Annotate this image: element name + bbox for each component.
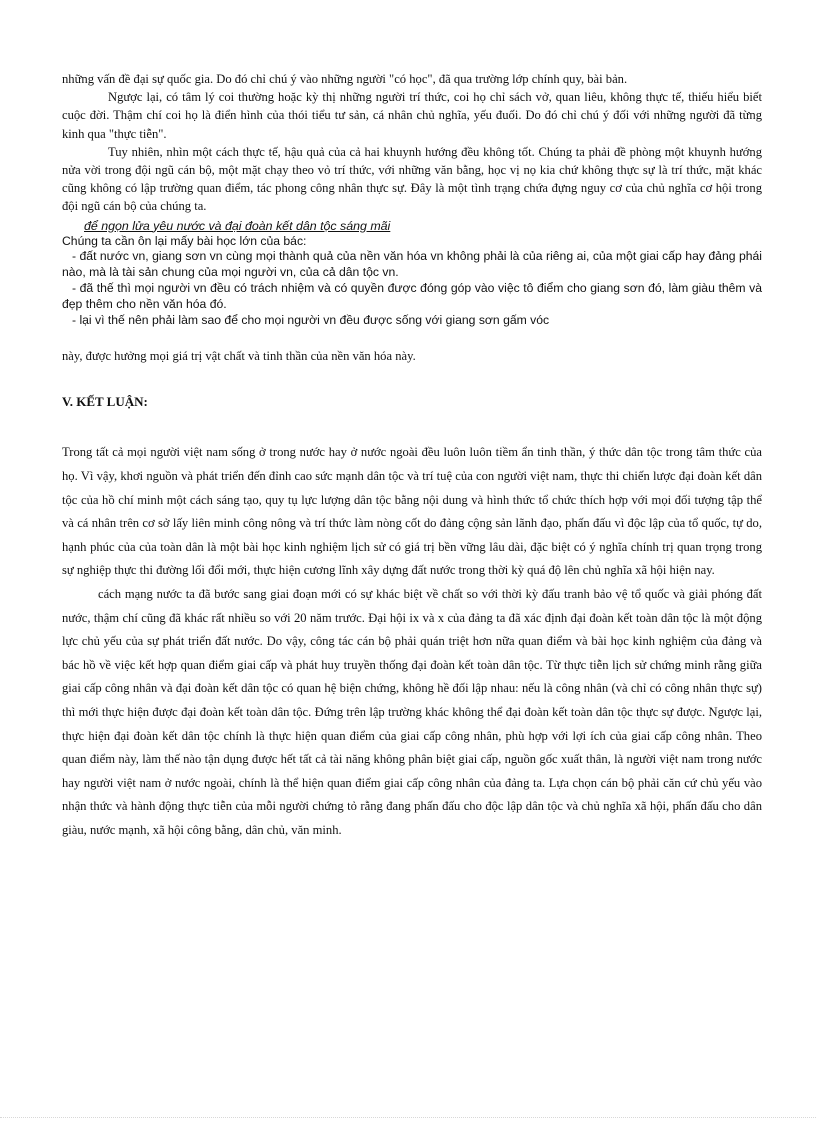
conclusion-paragraph-2: cách mạng nước ta đã bước sang giai đoạn mới có sự khác biệt về chất so với thời kỳ đấu tranh bảo vệ tổ quốc và giải phóng đất nước, thậm chí cũng đã khác rất nhiều so với 20 năm trước. Đại hội ix và x của đảng ta đã xác định đại đoàn kết toàn dân tộc là một động lực chủ yếu của sự phát triển đất nước. Do vậy, công tác cán bộ phải quán triệt hơn nữa quan điểm và bài học kinh nghiệm của đảng và bác hồ về việc kết hợp quan điểm giai cấp và phát huy truyền thống đại đoàn kết toàn dân tộc. Từ thực tiễn lịch sử chứng minh rằng giữa giai cấp công nhân và đại đoàn kết dân tộc có quan hệ biện chứng, không hề đối lập nhau: nếu là công nhân (và chỉ có công nhân thực sự) thì mới thực hiện được đại đoàn kết toàn dân tộc. Đứng trên lập trường khác không thể đại đoàn kết toàn dân tộc thực sự được. Ngược lại, thực hiện đại đoàn kết dân tộc chính là thực hiện quan điểm của giai cấp công nhân, phù hợp với lợi ích của giai cấp công nhân. Theo quan điểm này, làm thế nào tận dụng được hết tất cả tài năng không phân biệt giai cấp, nguồn gốc xuất thân, là người việt nam trong nước hay người việt nam ở nước ngoài, chính là thể hiện quan điểm giai cấp công nhân của đảng ta. Lựa chọn cán bộ phải căn cứ chủ yếu vào nhận thức và hành động thực tiễn của mỗi người chứng tỏ rằng đang phấn đấu cho độc lập dân tộc và chủ nghĩa xã hội, phấn đấu cho dân giàu, nước mạnh, xã hội công bằng, dân chủ, văn minh.: [62, 586, 762, 837]
conclusion-section: [62, 441, 762, 842]
page-bottom-divider: [0, 1117, 816, 1118]
lessons-lead: Chúng ta cần ôn lại mấy bài học lớn của bác:: [62, 233, 307, 248]
lesson-bullet-2: - đã thế thì mọi người vn đều có trách nhiệm và có quyền được đóng góp vào việc tô điểm cho giang sơn đó, làm giàu thêm và đẹp thêm cho nền văn hóa đó.: [62, 281, 762, 311]
intro-paragraph-2: Ngược lại, có tâm lý coi thường hoặc kỳ thị những người trí thức, coi họ chỉ sách vở, quan liêu, không thực tế, thiếu hiểu biết cuộc đời. Thậm chí coi họ là điển hình của thói tiểu tư sản, cá nhân chủ nghĩa, yếu đuối. Do đó chỉ chú ý đối với những người đã từng kinh qua "thực tiễn".: [62, 90, 762, 141]
lesson-bullet-3: - lại vì thế nên phải làm sao để cho mọi người vn đều được sống với giang sơn gấm vóc: [72, 312, 550, 327]
intro-paragraph-1: những vấn đề đại sự quốc gia. Do đó chỉ chú ý vào những người "có học", đã qua trường lớp chính quy, bài bản.: [62, 72, 628, 86]
section-subheading: để ngọn lửa yêu nước và đại đoàn kết dân tộc sáng mãi: [84, 218, 391, 233]
intro-section: [62, 70, 762, 216]
document-page: [62, 70, 762, 843]
lessons-section: [62, 234, 762, 329]
conclusion-heading: V. KẾT LUẬN:: [62, 394, 148, 410]
conclusion-paragraph-1: Trong tất cả mọi người việt nam sống ở trong nước hay ở nước ngoài đều luôn luôn tiềm ẩn tinh thần, ý thức dân tộc trong tâm thức của họ. Vì vậy, khơi nguồn và phát triển đến đỉnh cao sức mạnh dân tộc và trí tuệ của con người việt nam, thực thi chiến lược đại đoàn kết dân tộc của hồ chí minh một cách sáng tạo, quy tụ lực lượng dân tộc bằng nội dung và hình thức tổ chức thích hợp với mọi đối tượng tập thể và cá nhân trên cơ sở lấy liên minh công nông và trí thức làm nòng cốt do đảng cộng sản lãnh đạo, phấn đấu vì độc lập của tổ quốc, tự do, hạnh phúc của của toàn dân là một bài học kinh nghiệm lịch sử có giá trị bền vững lâu dài, đặc biệt có ý nghĩa chính trị quan trọng trong sự nghiệp thực thi đường lối đổi mới, thực hiện cương lĩnh xây dựng đất nước trong thời kỳ quá độ lên chủ nghĩa xã hội hiện nay.: [62, 445, 762, 578]
intro-paragraph-3: Tuy nhiên, nhìn một cách thực tế, hậu quả của cả hai khuynh hướng đều không tốt. Chúng ta phải đề phòng một khuynh hướng nửa vời trong đội ngũ cán bộ, một mặt chạy theo vỏ trí thức, với những văn bằng, học vị nọ kia chứ không thực sự là trí thức, mặt khác cũng không có lập trường quan điểm, tác phong công nhân thực sự. Đây là một tình trạng chứa đựng nguy cơ của chủ nghĩa cơ hội trong đội ngũ cán bộ của chúng ta.: [62, 144, 762, 214]
lessons-continuation: này, được hưởng mọi giá trị vật chất và tinh thần của nền văn hóa này.: [62, 349, 416, 364]
lesson-bullet-1: - đất nước vn, giang sơn vn cùng mọi thành quả của nền văn hóa vn không phải là của riêng ai, của một giai cấp hay đảng phái nào, mà là tài sản chung của mọi người vn, của cả dân tộc vn.: [62, 249, 762, 280]
